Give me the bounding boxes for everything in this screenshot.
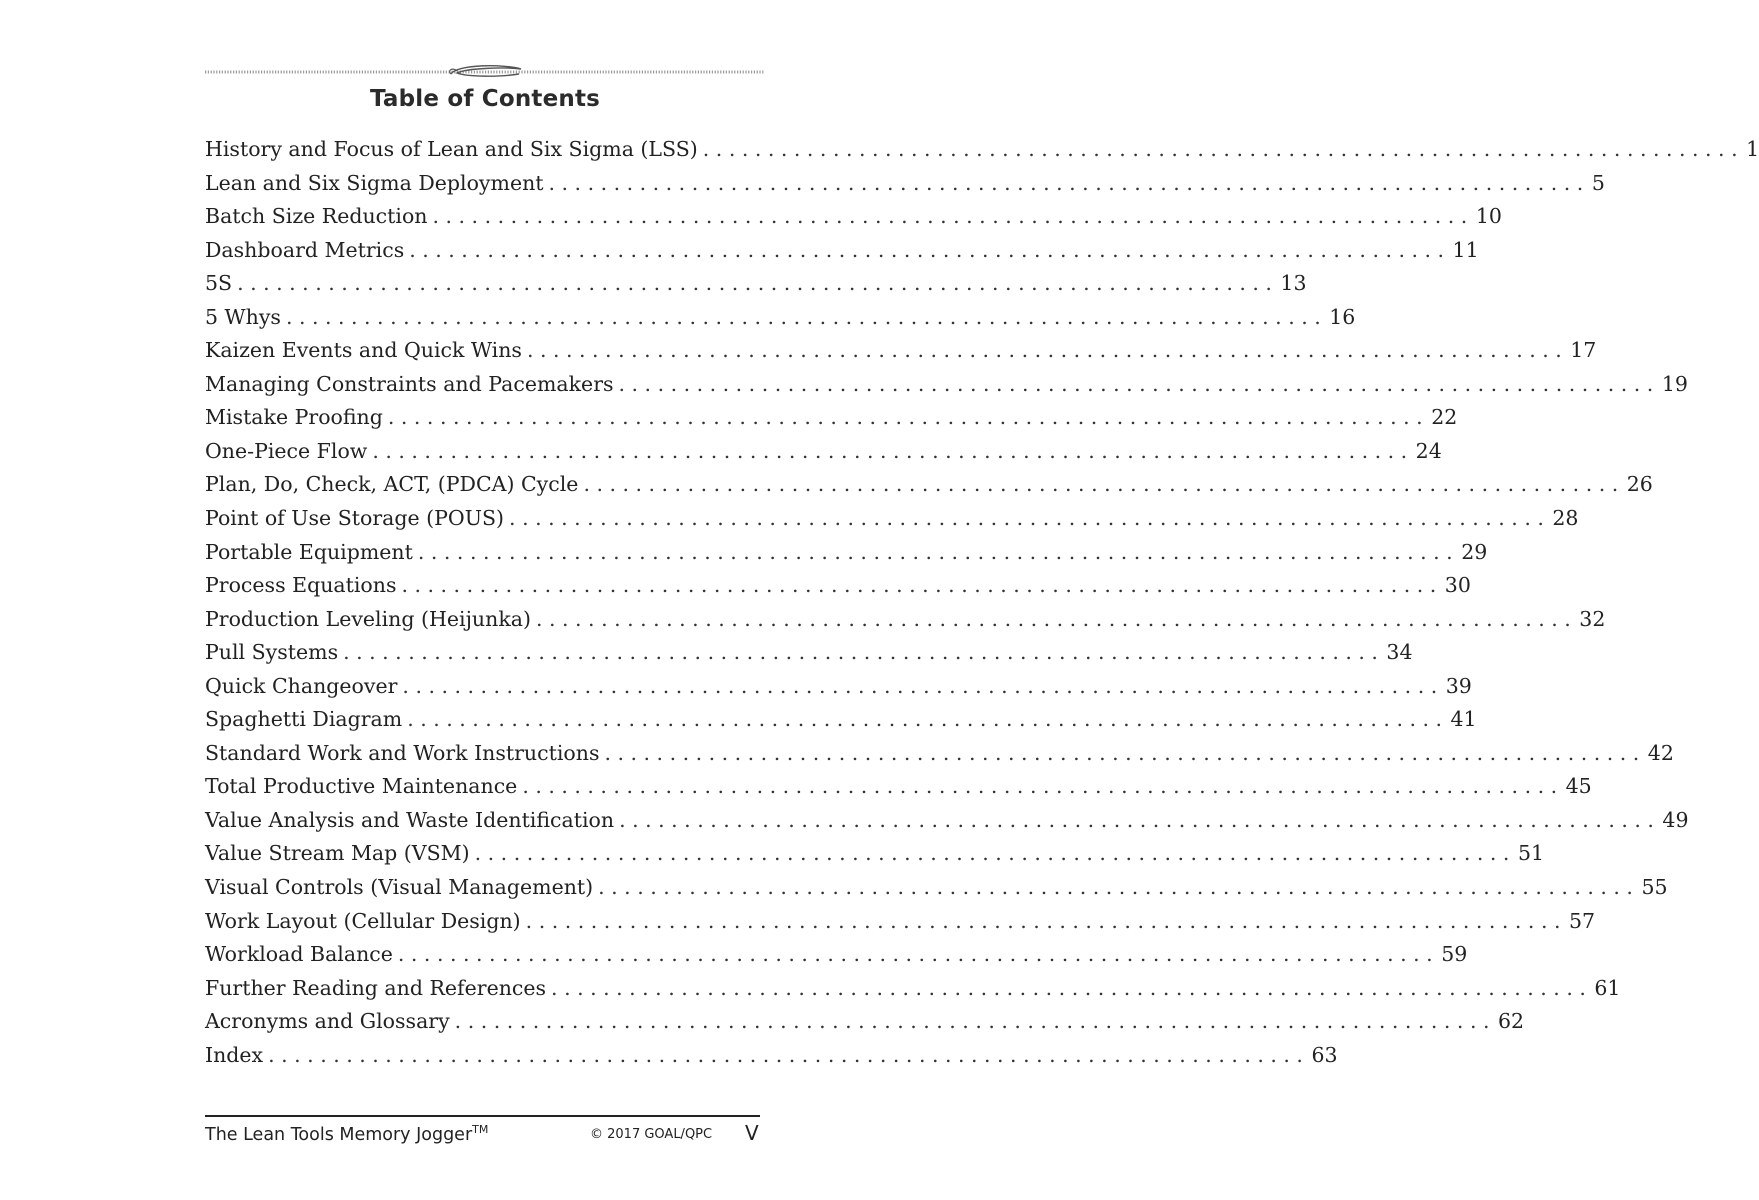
toc-entry-page: 16 <box>1329 304 1356 329</box>
page-title: Table of Contents <box>369 86 601 112</box>
toc-entry-label: Quick Changeover <box>205 673 398 698</box>
toc-leader-dots: ................................................................................ <box>619 807 1661 832</box>
toc-entry <box>205 804 1689 838</box>
toc-entry <box>205 670 1472 704</box>
toc-entry-page: 30 <box>1444 573 1471 598</box>
toc-entry <box>205 871 1668 905</box>
toc-entry <box>205 938 1468 972</box>
toc-entry <box>205 636 1413 670</box>
toc-entry-page: 57 <box>1568 908 1596 933</box>
toc-entry-page: 45 <box>1565 774 1592 799</box>
toc-entry-page: 32 <box>1579 606 1606 631</box>
toc-entry-label: Lean and Six Sigma Deployment <box>205 170 544 195</box>
toc-entry-label: Pull Systems <box>205 640 339 665</box>
toc-entry-label: Plan, Do, Check, ACT, (PDCA) Cycle <box>205 472 579 497</box>
toc-entry <box>205 703 1477 737</box>
toc-entry-page: 62 <box>1497 1009 1525 1034</box>
toc-entry-label: Mistake Proofing <box>205 405 383 430</box>
toc-entry-label: Visual Controls (Visual Management) <box>205 875 594 900</box>
toc-entry <box>205 837 1545 871</box>
toc-entry <box>205 435 1442 469</box>
toc-entry <box>205 267 1307 301</box>
toc-entry-label: Kaizen Events and Quick Wins <box>205 338 522 363</box>
toc-leader-dots: ................................................................................ <box>598 875 1640 900</box>
toc-entry-label: Value Analysis and Waste Identification <box>205 807 615 832</box>
toc-entry-label: Dashboard Metrics <box>205 237 405 262</box>
toc-entry-label: Value Stream Map (VSM) <box>205 841 470 866</box>
footer-copyright: © 2017 GOAL/QPC <box>590 1127 713 1142</box>
header-ornament <box>205 62 765 82</box>
toc-entry-page: 34 <box>1386 640 1413 665</box>
toc-leader-dots: ................................................................................ <box>432 204 1474 229</box>
toc-leader-dots: ................................................................................ <box>268 1042 1310 1067</box>
toc-entry-label: 5 Whys <box>205 304 281 329</box>
toc-entry <box>205 301 1356 335</box>
toc-entry-label: One-Piece Flow <box>205 438 368 463</box>
toc-entry-page: 41 <box>1450 707 1477 732</box>
toc-entry-label: Acronyms and Glossary <box>205 1009 450 1034</box>
toc-entry-page: 13 <box>1280 271 1307 296</box>
toc-entry-page: 42 <box>1647 740 1674 765</box>
toc-entry-label: Process Equations <box>205 573 397 598</box>
toc-leader-dots: ................................................................................ <box>372 438 1414 463</box>
toc-entry-page: 26 <box>1626 472 1653 497</box>
toc-entry-page: 59 <box>1441 942 1468 967</box>
toc-leader-dots: ................................................................................ <box>401 573 1443 598</box>
toc-entry <box>205 603 1606 637</box>
toc-entry <box>205 569 1471 603</box>
toc-entry <box>205 1039 1338 1073</box>
toc-entry-label: Managing Constraints and Pacemakers <box>205 371 614 396</box>
toc-entry <box>205 770 1592 804</box>
toc-entry-page: 63 <box>1311 1042 1338 1067</box>
toc-leader-dots: ................................................................................ <box>417 539 1460 564</box>
toc-entry <box>205 334 1597 368</box>
toc-entry <box>205 468 1653 502</box>
toc-entry-label: Index <box>205 1042 264 1067</box>
toc-entry <box>205 167 1605 201</box>
toc-entry-page: 28 <box>1552 506 1579 531</box>
toc-entry-label: History and Focus of Lean and Six Sigma (LSS) <box>205 137 698 161</box>
toc-entry-label: Further Reading and References <box>205 975 547 1000</box>
toc-leader-dots: ................................................................................ <box>387 405 1430 430</box>
toc-entry <box>205 401 1458 435</box>
toc-leader-dots: ................................................................................ <box>526 338 1569 363</box>
footer-divider <box>205 1115 760 1117</box>
toc-entry-page: 39 <box>1445 673 1472 698</box>
toc-entry-page: 19 <box>1661 371 1688 396</box>
toc-entry-page: 5 <box>1591 170 1605 195</box>
toc-leader-dots: ................................................................................ <box>474 841 1516 866</box>
toc-leader-dots: ................................................................................ <box>604 740 1646 765</box>
toc-entry-page: 22 <box>1431 405 1458 430</box>
toc-entry <box>205 1005 1525 1039</box>
toc-entry-page: 10 <box>1475 204 1502 229</box>
toc-entry <box>205 133 1759 167</box>
toc-leader-dots: ................................................................................ <box>548 170 1590 195</box>
toc-entry-page: 51 <box>1517 841 1545 866</box>
toc-entry-page: 29 <box>1461 539 1488 564</box>
toc-leader-dots: ................................................................................ <box>285 304 1328 329</box>
toc-leader-dots: ................................................................................ <box>409 237 1451 262</box>
toc-entry-page: 11 <box>1452 237 1479 262</box>
footer-page-number: V <box>745 1121 759 1145</box>
toc-entry-label: Portable Equipment <box>205 539 413 564</box>
toc-entry <box>205 368 1688 402</box>
toc-leader-dots: ................................................................................ <box>343 640 1385 665</box>
toc-entry <box>205 972 1621 1006</box>
toc-leader-dots: ................................................................................ <box>454 1009 1496 1034</box>
toc-entry-page: 17 <box>1570 338 1597 363</box>
toc-entry-page: 61 <box>1594 975 1621 1000</box>
toc-entry-page: 49 <box>1662 807 1689 832</box>
toc-entry-label: Work Layout (Cellular Design) <box>205 908 521 933</box>
toc-entry-label: Standard Work and Work Instructions <box>205 740 600 765</box>
toc-leader-dots: ................................................................................ <box>407 707 1449 732</box>
toc-entry-label: Batch Size Reduction <box>205 204 428 229</box>
toc-leader-dots: ................................................................................ <box>509 506 1551 531</box>
toc-leader-dots: ................................................................................ <box>618 371 1660 396</box>
toc-entry-label: Workload Balance <box>205 942 393 967</box>
toc-leader-dots: ................................................................................ <box>402 673 1444 698</box>
toc-entry-label: Point of Use Storage (POUS) <box>205 506 505 531</box>
toc-entry-label: Spaghetti Diagram <box>205 707 403 732</box>
book-title-text: The Lean Tools Memory Jogger <box>205 1124 473 1145</box>
toc-entry-label: Total Productive Maintenance <box>205 774 518 799</box>
toc-entry <box>205 905 1596 939</box>
toc-entry <box>205 536 1488 570</box>
table-of-contents <box>205 133 1759 1072</box>
toc-leader-dots: ................................................................................ <box>535 606 1578 631</box>
toc-entry-label: 5S <box>205 271 233 296</box>
toc-entry-page: 24 <box>1415 438 1442 463</box>
toc-leader-dots: ................................................................................ <box>525 908 1567 933</box>
toc-leader-dots: ................................................................................ <box>551 975 1593 1000</box>
toc-leader-dots: ................................................................................ <box>522 774 1564 799</box>
toc-entry-page: 1 <box>1746 137 1759 161</box>
toc-entry <box>205 234 1479 268</box>
toc-entry-label: Production Leveling (Heijunka) <box>205 606 531 631</box>
trademark-mark: TM <box>472 1123 489 1136</box>
toc-entry <box>205 502 1579 536</box>
toc-leader-dots: ................................................................................ <box>702 137 1745 161</box>
toc-leader-dots: ................................................................................ <box>583 472 1625 497</box>
toc-leader-dots: ................................................................................ <box>397 942 1440 967</box>
toc-entry <box>205 737 1674 771</box>
footer-book-title <box>205 1123 488 1145</box>
toc-leader-dots: ................................................................................ <box>237 271 1279 296</box>
toc-entry-page: 55 <box>1641 875 1668 900</box>
toc-entry <box>205 200 1502 234</box>
